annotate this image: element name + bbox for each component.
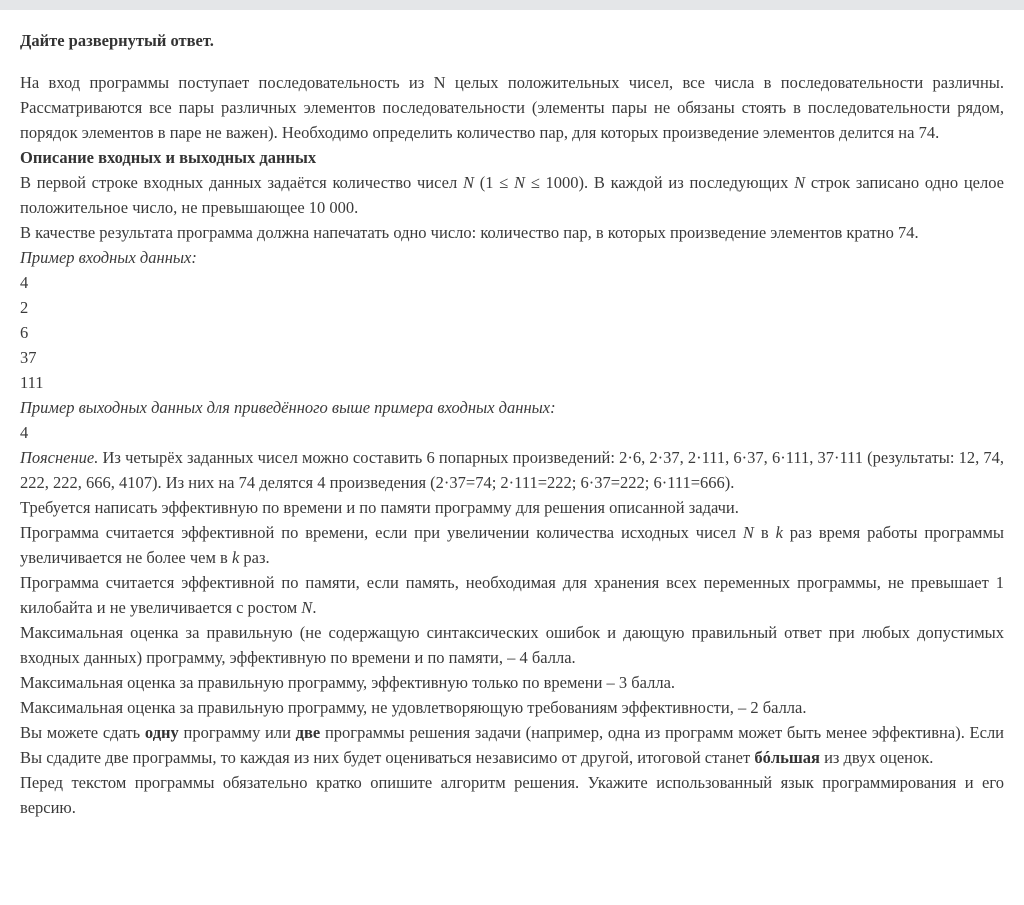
- io-section-title: Описание входных и выходных данных: [20, 148, 317, 167]
- task-heading: Дайте развернутый ответ.: [20, 31, 214, 50]
- example-input-label: Пример входных данных:: [20, 248, 197, 267]
- submission-rules: Вы можете сдать одну программу или две программы решения задачи (например, одна из программ может быть менее эффективна). Если Вы сдадите две программы, то каждая из них будет оцениваться независимо от другой, итоговой станет бóльшая из двух оценок.: [20, 723, 1005, 767]
- example-input-line: 111: [20, 373, 44, 392]
- task-intro: На вход программы поступает последовательность из N целых положительных чисел, все числа в последовательности различны. Рассматриваются все пары различных элементов последовательности (элементы пары не обязаны стоять в последовательности рядом, порядок элементов в паре не важен). Необходимо определить количество пар, для которых произведение элементов делится на 74.: [20, 73, 1004, 142]
- score-4-points: Максимальная оценка за правильную (не содержащую синтаксических ошибок и дающую правильный ответ при любых допустимых входных данных) программу, эффективную по времени и по памяти, – 4 балла.: [20, 623, 1004, 667]
- time-efficiency: Программа считается эффективной по времени, если при увеличении количества исходных чисел N в k раз время работы программы увеличивается не более чем в k раз.: [20, 523, 1004, 567]
- example-input-line: 6: [20, 323, 29, 342]
- example-input-line: 37: [20, 348, 37, 367]
- score-3-points: Максимальная оценка за правильную программу, эффективную только по времени – 3 балла.: [20, 673, 676, 692]
- explanation-label: Пояснение.: [20, 448, 99, 467]
- task-content: [0, 10, 1024, 820]
- example-input-line: 4: [20, 273, 29, 292]
- explanation: Пояснение. Из четырёх заданных чисел можно составить 6 попарных произведений: 2·6, 2·37, 2·111, 6·37, 6·111, 37·111 (результаты: 12, 74, 222, 222, 666, 4107). Из них на 74 делятся 4 произведения (2·37=74; 2·111=222; 6·37=222; 6·111=666).: [20, 448, 1004, 492]
- example-input-line: 2: [20, 298, 29, 317]
- top-bar: [0, 0, 1024, 10]
- final-note: Перед текстом программы обязательно кратко опишите алгоритм решения. Укажите использованный язык программирования и его версию.: [20, 773, 1004, 817]
- example-output-label: Пример выходных данных для приведённого выше примера входных данных:: [20, 398, 556, 417]
- score-2-points: Максимальная оценка за правильную программу, не удовлетворяющую требованиям эффективности, – 2 балла.: [20, 698, 807, 717]
- memory-efficiency: Программа считается эффективной по памяти, если память, необходимая для хранения всех переменных программы, не превышает 1 килобайта и не увеличивается с ростом N.: [20, 573, 1004, 617]
- efficiency-requirement: Требуется написать эффективную по времени и по памяти программу для решения описанной задачи.: [20, 498, 739, 517]
- example-output-value: 4: [20, 423, 29, 442]
- output-description: В качестве результата программа должна напечатать одно число: количество пар, в которых произведение элементов кратно 74.: [20, 223, 919, 242]
- input-description: В первой строке входных данных задаётся количество чисел N (1 ≤ N ≤ 1000). В каждой из последующих N строк записано одно целое положительное число, не превышающее 10 000.: [20, 173, 1004, 217]
